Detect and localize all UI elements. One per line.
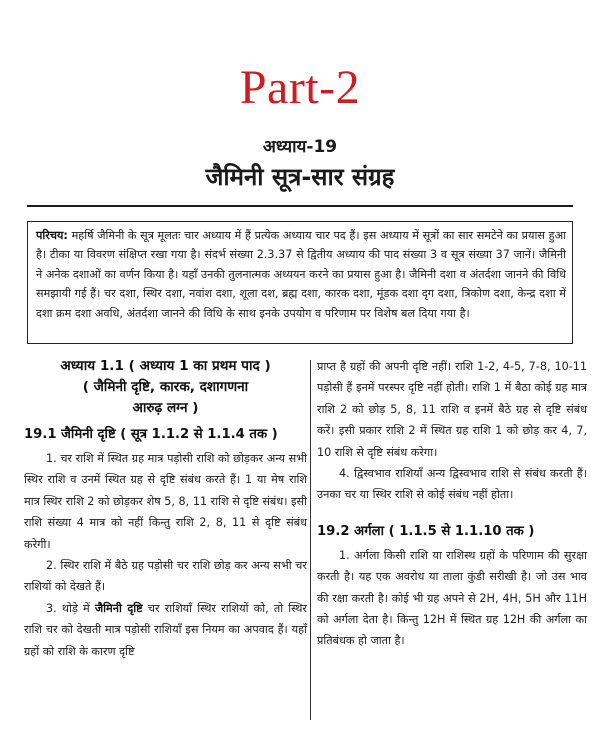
spacer — [317, 506, 587, 516]
subheading-argala: 19.2 अर्गला ( 1.1.5 से 1.1.10 तक ) — [317, 523, 535, 539]
paragraph-3-continued: प्राप्त है ग्रहों की अपनी दृष्टि नहीं। राशि 1-2, 4-5, 7-8, 10-11 पड़ोसी हैं इनमें परस्पर दृष्टि नहीं होती। राशि 1 में बैठा कोई ग्रह मात्र राशि 2 को छोड़ 5, 8, 11 राशि व इनमें बैठे ग्रह से दृष्टि संबंध करें। इसी प्रकार राशि 2 में स्थित ग्रह राशि 1 को छोड़ कर 4, 7, 10 राशि से दृष्टि संबंध करेगा। — [317, 360, 587, 459]
chapter-title: जैमिनी सूत्र-सार संग्रह — [205, 163, 395, 191]
paragraph-1: 1. चर राशि में स्थित ग्रह मात्र पड़ोसी राशि को छोड़कर अन्य सभी स्थिर राशि व उनमें स्थित ग्रह से दृष्टि संबंध करते हैं। 1 या मेष राशि मात्र स्थिर राशि 2 को छोड़कर शेष 5, 8, 11 राशि से दृष्टि संबंध। इसी राशि संख्या 4 मात्र को नहीं किन्तु राशि 2, 8, 11 से दृष्टि संबंध करेगी। — [24, 452, 307, 551]
left-column — [24, 356, 307, 662]
paragraph-2: 2. स्थिर राशि में बैठे ग्रह पड़ोसी चर राशि छोड़ कर अन्य सभी चर राशियों को देखते हैं। — [24, 559, 307, 594]
section-heading-line-3: आरुढ़ लग्न ) — [132, 400, 199, 416]
right-column — [317, 356, 587, 652]
paragraph-3-suffix: चर राशियाँ स्थिर राशियों को, तो स्थिर राशि चर को देखती मात्र पड़ोसी राशियाँ इस नियम का अपवाद हैं। यहाँ ग्रहों को राशि के कारण दृष्टि — [24, 601, 307, 658]
title-rule-divider — [27, 205, 573, 207]
section-heading — [24, 356, 307, 419]
paragraph-3 — [24, 598, 307, 662]
chapter-number: अध्याय-19 — [262, 137, 338, 157]
subheading-jaimini-drishti: 19.1 जैमिनी दृष्टि ( सूत्र 1.1.2 से 1.1.4 तक ) — [24, 427, 278, 442]
paragraph-3-bold-term: जैमिनी दृष्टि — [94, 601, 143, 615]
section-heading-line-2: ( जैमिनी दृष्टि, कारक, दशागणना — [82, 379, 249, 395]
intro-box — [27, 221, 573, 344]
intro-text: महर्षि जैमिनी के सूत्र मूलतः चार अध्याय में हैं प्रत्येक अध्याय चार पद हैं। इस अध्याय में सूत्रों का सार समटेने का प्रयास हुआ है। टीका या विवरण संक्षिप्त रखा गया है। संदर्भ संख्या 2.3.37 से द्वितीय अध्याय की पाद संख्या 3 व सूत्र संख्या 37 जानें। जैमिनी ने अनेक दशाओं का वर्णन किया है। यहाँ उनकी तुलनात्मक अध्ययन करने का प्रयास हुआ है। जैमिनी दशा व अंतर्दशा जानने की विधि समझायी गई हैं। चर दशा, स्थिर दशा, नवांश दशा, शूला दश, ब्रह्म दशा, कारक दशा, मूंडक दशा दृग दशा, त्रिकोण दशा, केन्द्र दशा में दशा क्रम दशा अवधि, अंतर्दशा जानने की विधि के साथ इनके उपयोग व परिणाम पर विशेष बल दिया गया है। — [36, 229, 566, 320]
paragraph-3-prefix: 3. थोड़े में — [46, 601, 95, 615]
paragraph-4: 4. द्विस्वभाव राशियाँ अन्य द्विस्वभाव राशि से संबंध करती हैं। उनका चर या स्थिर राशि से कोई संबंध नहीं होता। — [317, 467, 587, 502]
intro-label: परिचय: — [36, 229, 68, 242]
section-heading-line-1: अध्याय 1.1 ( अध्याय 1 का प्रथम पाद ) — [60, 358, 271, 374]
part-title: Part-2 — [239, 61, 361, 114]
column-divider — [310, 360, 311, 720]
paragraph-5: 1. अर्गला किसी राशि या राशिस्थ ग्रहों के परिणाम की सुरक्षा करती है। यह एक अवरोध या ताला कुंडी सरीखी है। जो उस भाव की रक्षा करती है। कोई भी ग्रह अपने से 2H, 4H, 5H और 11H को अर्गला देता है। किन्तु 12H में स्थित ग्रह 12H की अर्गला का प्रतिबंधक हो जाता है। — [317, 548, 587, 648]
